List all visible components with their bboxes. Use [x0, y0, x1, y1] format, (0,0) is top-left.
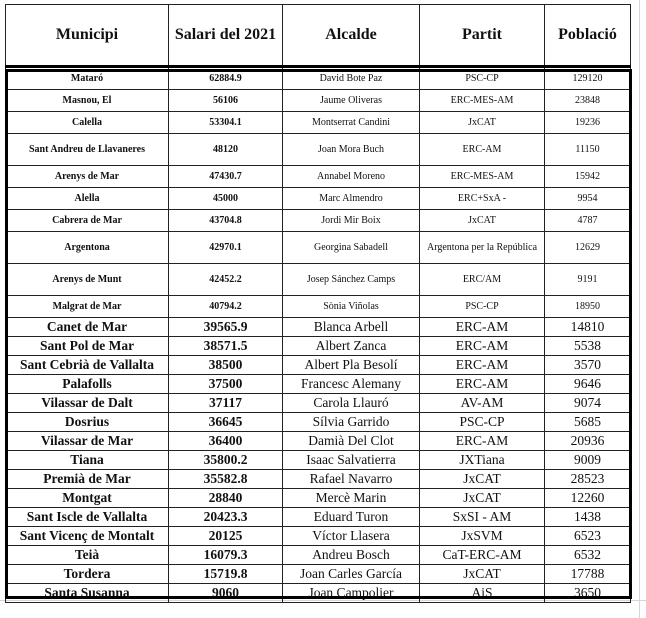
cell-alcalde[interactable]: Albert Zanca — [283, 337, 420, 356]
cell-municipi[interactable]: Argentona — [6, 232, 169, 264]
cell-poblacio[interactable]: 4787 — [545, 210, 631, 232]
cell-partit[interactable]: ERC+SxA - — [420, 188, 545, 210]
cell-salari[interactable]: 37500 — [169, 375, 283, 394]
cell-poblacio[interactable]: 28523 — [545, 470, 631, 489]
table-row[interactable] — [6, 112, 631, 134]
cell-partit[interactable]: JxSVM — [420, 527, 545, 546]
table-row[interactable] — [6, 432, 631, 451]
cell-poblacio[interactable]: 17788 — [545, 565, 631, 584]
cell-salari[interactable]: 42452.2 — [169, 264, 283, 296]
table-row[interactable] — [6, 356, 631, 375]
cell-salari[interactable]: 37117 — [169, 394, 283, 413]
cell-alcalde[interactable]: Víctor Llasera — [283, 527, 420, 546]
gridline — [639, 0, 640, 618]
table-row[interactable] — [6, 508, 631, 527]
cell-salari[interactable]: 42970.1 — [169, 232, 283, 264]
cell-partit[interactable]: PSC-CP — [420, 296, 545, 318]
cell-poblacio[interactable]: 9191 — [545, 264, 631, 296]
cell-alcalde[interactable]: Albert Pla Besolí — [283, 356, 420, 375]
cell-poblacio[interactable]: 3570 — [545, 356, 631, 375]
table-row[interactable] — [6, 296, 631, 318]
cell-poblacio[interactable]: 5685 — [545, 413, 631, 432]
cell-poblacio[interactable]: 9646 — [545, 375, 631, 394]
header-poblacio[interactable]: Població — [545, 5, 631, 67]
cell-alcalde[interactable]: Sílvia Garrido — [283, 413, 420, 432]
table-row[interactable] — [6, 584, 631, 603]
cell-poblacio[interactable]: 3650 — [545, 584, 631, 603]
cell-partit[interactable]: JxCAT — [420, 210, 545, 232]
cell-partit[interactable]: ERC-AM — [420, 134, 545, 166]
salary-table — [5, 4, 631, 603]
cell-alcalde[interactable]: Georgina Sabadell — [283, 232, 420, 264]
table-row[interactable] — [6, 318, 631, 337]
cell-partit[interactable]: ERC-AM — [420, 356, 545, 375]
cell-poblacio[interactable]: 12260 — [545, 489, 631, 508]
cell-alcalde[interactable]: Montserrat Candini — [283, 112, 420, 134]
cell-salari[interactable]: 62884.9 — [169, 67, 283, 90]
cell-municipi[interactable]: Santa Susanna — [6, 584, 169, 603]
cell-salari[interactable]: 47430.7 — [169, 166, 283, 188]
cell-municipi[interactable]: Vilassar de Mar — [6, 432, 169, 451]
table-row[interactable] — [6, 134, 631, 166]
cell-municipi[interactable]: Vilassar de Dalt — [6, 394, 169, 413]
cell-alcalde[interactable]: Carola Llauró — [283, 394, 420, 413]
cell-salari[interactable]: 35582.8 — [169, 470, 283, 489]
cell-municipi[interactable]: Sant Pol de Mar — [6, 337, 169, 356]
cell-salari[interactable]: 20423.3 — [169, 508, 283, 527]
table-row[interactable] — [6, 527, 631, 546]
cell-poblacio[interactable]: 9009 — [545, 451, 631, 470]
cell-partit[interactable]: AiS — [420, 584, 545, 603]
cell-poblacio[interactable]: 23848 — [545, 90, 631, 112]
cell-poblacio[interactable]: 1438 — [545, 508, 631, 527]
cell-alcalde[interactable]: Joan Campolier — [283, 584, 420, 603]
cell-partit[interactable]: ERC-AM — [420, 375, 545, 394]
table-row[interactable] — [6, 188, 631, 210]
cell-partit[interactable]: ERC-AM — [420, 318, 545, 337]
cell-salari[interactable]: 36400 — [169, 432, 283, 451]
cell-partit[interactable]: CaT-ERC-AM — [420, 546, 545, 565]
cell-salari[interactable]: 9060 — [169, 584, 283, 603]
cell-salari[interactable]: 39565.9 — [169, 318, 283, 337]
cell-poblacio[interactable]: 6523 — [545, 527, 631, 546]
cell-salari[interactable]: 53304.1 — [169, 112, 283, 134]
cell-municipi[interactable]: Sant Cebrià de Vallalta — [6, 356, 169, 375]
table-header — [6, 5, 631, 67]
table-row[interactable] — [6, 337, 631, 356]
cell-partit[interactable]: AV-AM — [420, 394, 545, 413]
cell-salari[interactable]: 48120 — [169, 134, 283, 166]
header-alcalde[interactable]: Alcalde — [283, 5, 420, 67]
cell-salari[interactable]: 15719.8 — [169, 565, 283, 584]
table-row[interactable] — [6, 451, 631, 470]
cell-partit[interactable]: JxCAT — [420, 565, 545, 584]
cell-municipi[interactable]: Teià — [6, 546, 169, 565]
table-body — [6, 67, 631, 603]
cell-municipi[interactable]: Alella — [6, 188, 169, 210]
header-salari[interactable]: Salari del 2021 — [169, 5, 283, 67]
cell-alcalde[interactable]: Marc Almendro — [283, 188, 420, 210]
table-row[interactable] — [6, 375, 631, 394]
cell-municipi[interactable]: Sant Andreu de Llavaneres — [6, 134, 169, 166]
table-row[interactable] — [6, 264, 631, 296]
cell-alcalde[interactable]: Blanca Arbell — [283, 318, 420, 337]
cell-poblacio[interactable]: 9954 — [545, 188, 631, 210]
cell-municipi[interactable]: Tordera — [6, 565, 169, 584]
cell-poblacio[interactable]: 19236 — [545, 112, 631, 134]
cell-alcalde[interactable]: Eduard Turon — [283, 508, 420, 527]
cell-alcalde[interactable]: David Bote Paz — [283, 67, 420, 90]
cell-municipi[interactable]: Tiana — [6, 451, 169, 470]
cell-alcalde[interactable]: Annabel Moreno — [283, 166, 420, 188]
cell-alcalde[interactable]: Sònia Viñolas — [283, 296, 420, 318]
table-row[interactable] — [6, 166, 631, 188]
cell-alcalde[interactable]: Josep Sánchez Camps — [283, 264, 420, 296]
cell-salari[interactable]: 40794.2 — [169, 296, 283, 318]
cell-municipi[interactable]: Sant Iscle de Vallalta — [6, 508, 169, 527]
cell-salari[interactable]: 16079.3 — [169, 546, 283, 565]
cell-partit[interactable]: ERC/AM — [420, 264, 545, 296]
cell-partit[interactable]: ERC-MES-AM — [420, 90, 545, 112]
cell-municipi[interactable]: Arenys de Munt — [6, 264, 169, 296]
cell-poblacio[interactable]: 5538 — [545, 337, 631, 356]
cell-salari[interactable]: 35800.2 — [169, 451, 283, 470]
cell-partit[interactable]: SxSI - AM — [420, 508, 545, 527]
table-row[interactable] — [6, 232, 631, 264]
cell-salari[interactable]: 38500 — [169, 356, 283, 375]
cell-poblacio[interactable]: 14810 — [545, 318, 631, 337]
cell-alcalde[interactable]: Isaac Salvatierra — [283, 451, 420, 470]
cell-alcalde[interactable]: Rafael Navarro — [283, 470, 420, 489]
table-row[interactable] — [6, 565, 631, 584]
cell-municipi[interactable]: Masnou, El — [6, 90, 169, 112]
table-row[interactable] — [6, 394, 631, 413]
cell-poblacio[interactable]: 129120 — [545, 67, 631, 90]
cell-partit[interactable]: ERC-MES-AM — [420, 166, 545, 188]
cell-partit[interactable]: JxCAT — [420, 470, 545, 489]
cell-alcalde[interactable]: Jordi Mir Boix — [283, 210, 420, 232]
cell-salari[interactable]: 20125 — [169, 527, 283, 546]
cell-municipi[interactable]: Cabrera de Mar — [6, 210, 169, 232]
cell-partit[interactable]: ERC-AM — [420, 432, 545, 451]
cell-partit[interactable]: PSC-CP — [420, 413, 545, 432]
cell-municipi[interactable]: Sant Vicenç de Montalt — [6, 527, 169, 546]
cell-alcalde[interactable]: Joan Carles García — [283, 565, 420, 584]
table-row[interactable] — [6, 489, 631, 508]
cell-salari[interactable]: 45000 — [169, 188, 283, 210]
cell-poblacio[interactable]: 12629 — [545, 232, 631, 264]
cell-poblacio[interactable]: 15942 — [545, 166, 631, 188]
cell-partit[interactable]: JXTiana — [420, 451, 545, 470]
cell-alcalde[interactable]: Joan Mora Buch — [283, 134, 420, 166]
cell-municipi[interactable]: Malgrat de Mar — [6, 296, 169, 318]
cell-alcalde[interactable]: Jaume Oliveras — [283, 90, 420, 112]
cell-municipi[interactable]: Mataró — [6, 67, 169, 90]
cell-partit[interactable]: PSC-CP — [420, 67, 545, 90]
cell-municipi[interactable]: Dosrius — [6, 413, 169, 432]
table-row[interactable] — [6, 470, 631, 489]
table-row[interactable] — [6, 67, 631, 90]
cell-salari[interactable]: 43704.8 — [169, 210, 283, 232]
table-row[interactable] — [6, 90, 631, 112]
header-municipi[interactable]: Municipi — [6, 5, 169, 67]
cell-municipi[interactable]: Montgat — [6, 489, 169, 508]
cell-municipi[interactable]: Calella — [6, 112, 169, 134]
table-row[interactable] — [6, 546, 631, 565]
cell-poblacio[interactable]: 6532 — [545, 546, 631, 565]
cell-alcalde[interactable]: Damià Del Clot — [283, 432, 420, 451]
cell-salari[interactable]: 38571.5 — [169, 337, 283, 356]
cell-alcalde[interactable]: Mercè Marin — [283, 489, 420, 508]
cell-salari[interactable]: 36645 — [169, 413, 283, 432]
cell-poblacio[interactable]: 18950 — [545, 296, 631, 318]
cell-poblacio[interactable]: 9074 — [545, 394, 631, 413]
cell-salari[interactable]: 56106 — [169, 90, 283, 112]
cell-municipi[interactable]: Arenys de Mar — [6, 166, 169, 188]
cell-municipi[interactable]: Canet de Mar — [6, 318, 169, 337]
cell-partit[interactable]: ERC-AM — [420, 337, 545, 356]
cell-municipi[interactable]: Palafolls — [6, 375, 169, 394]
cell-alcalde[interactable]: Andreu Bosch — [283, 546, 420, 565]
cell-municipi[interactable]: Premià de Mar — [6, 470, 169, 489]
cell-partit[interactable]: JxCAT — [420, 489, 545, 508]
table-row[interactable] — [6, 413, 631, 432]
cell-alcalde[interactable]: Francesc Alemany — [283, 375, 420, 394]
cell-poblacio[interactable]: 11150 — [545, 134, 631, 166]
cell-partit[interactable]: JxCAT — [420, 112, 545, 134]
header-partit[interactable]: Partit — [420, 5, 545, 67]
cell-partit[interactable]: Argentona per la República — [420, 232, 545, 264]
table-row[interactable] — [6, 210, 631, 232]
cell-salari[interactable]: 28840 — [169, 489, 283, 508]
cell-poblacio[interactable]: 20936 — [545, 432, 631, 451]
